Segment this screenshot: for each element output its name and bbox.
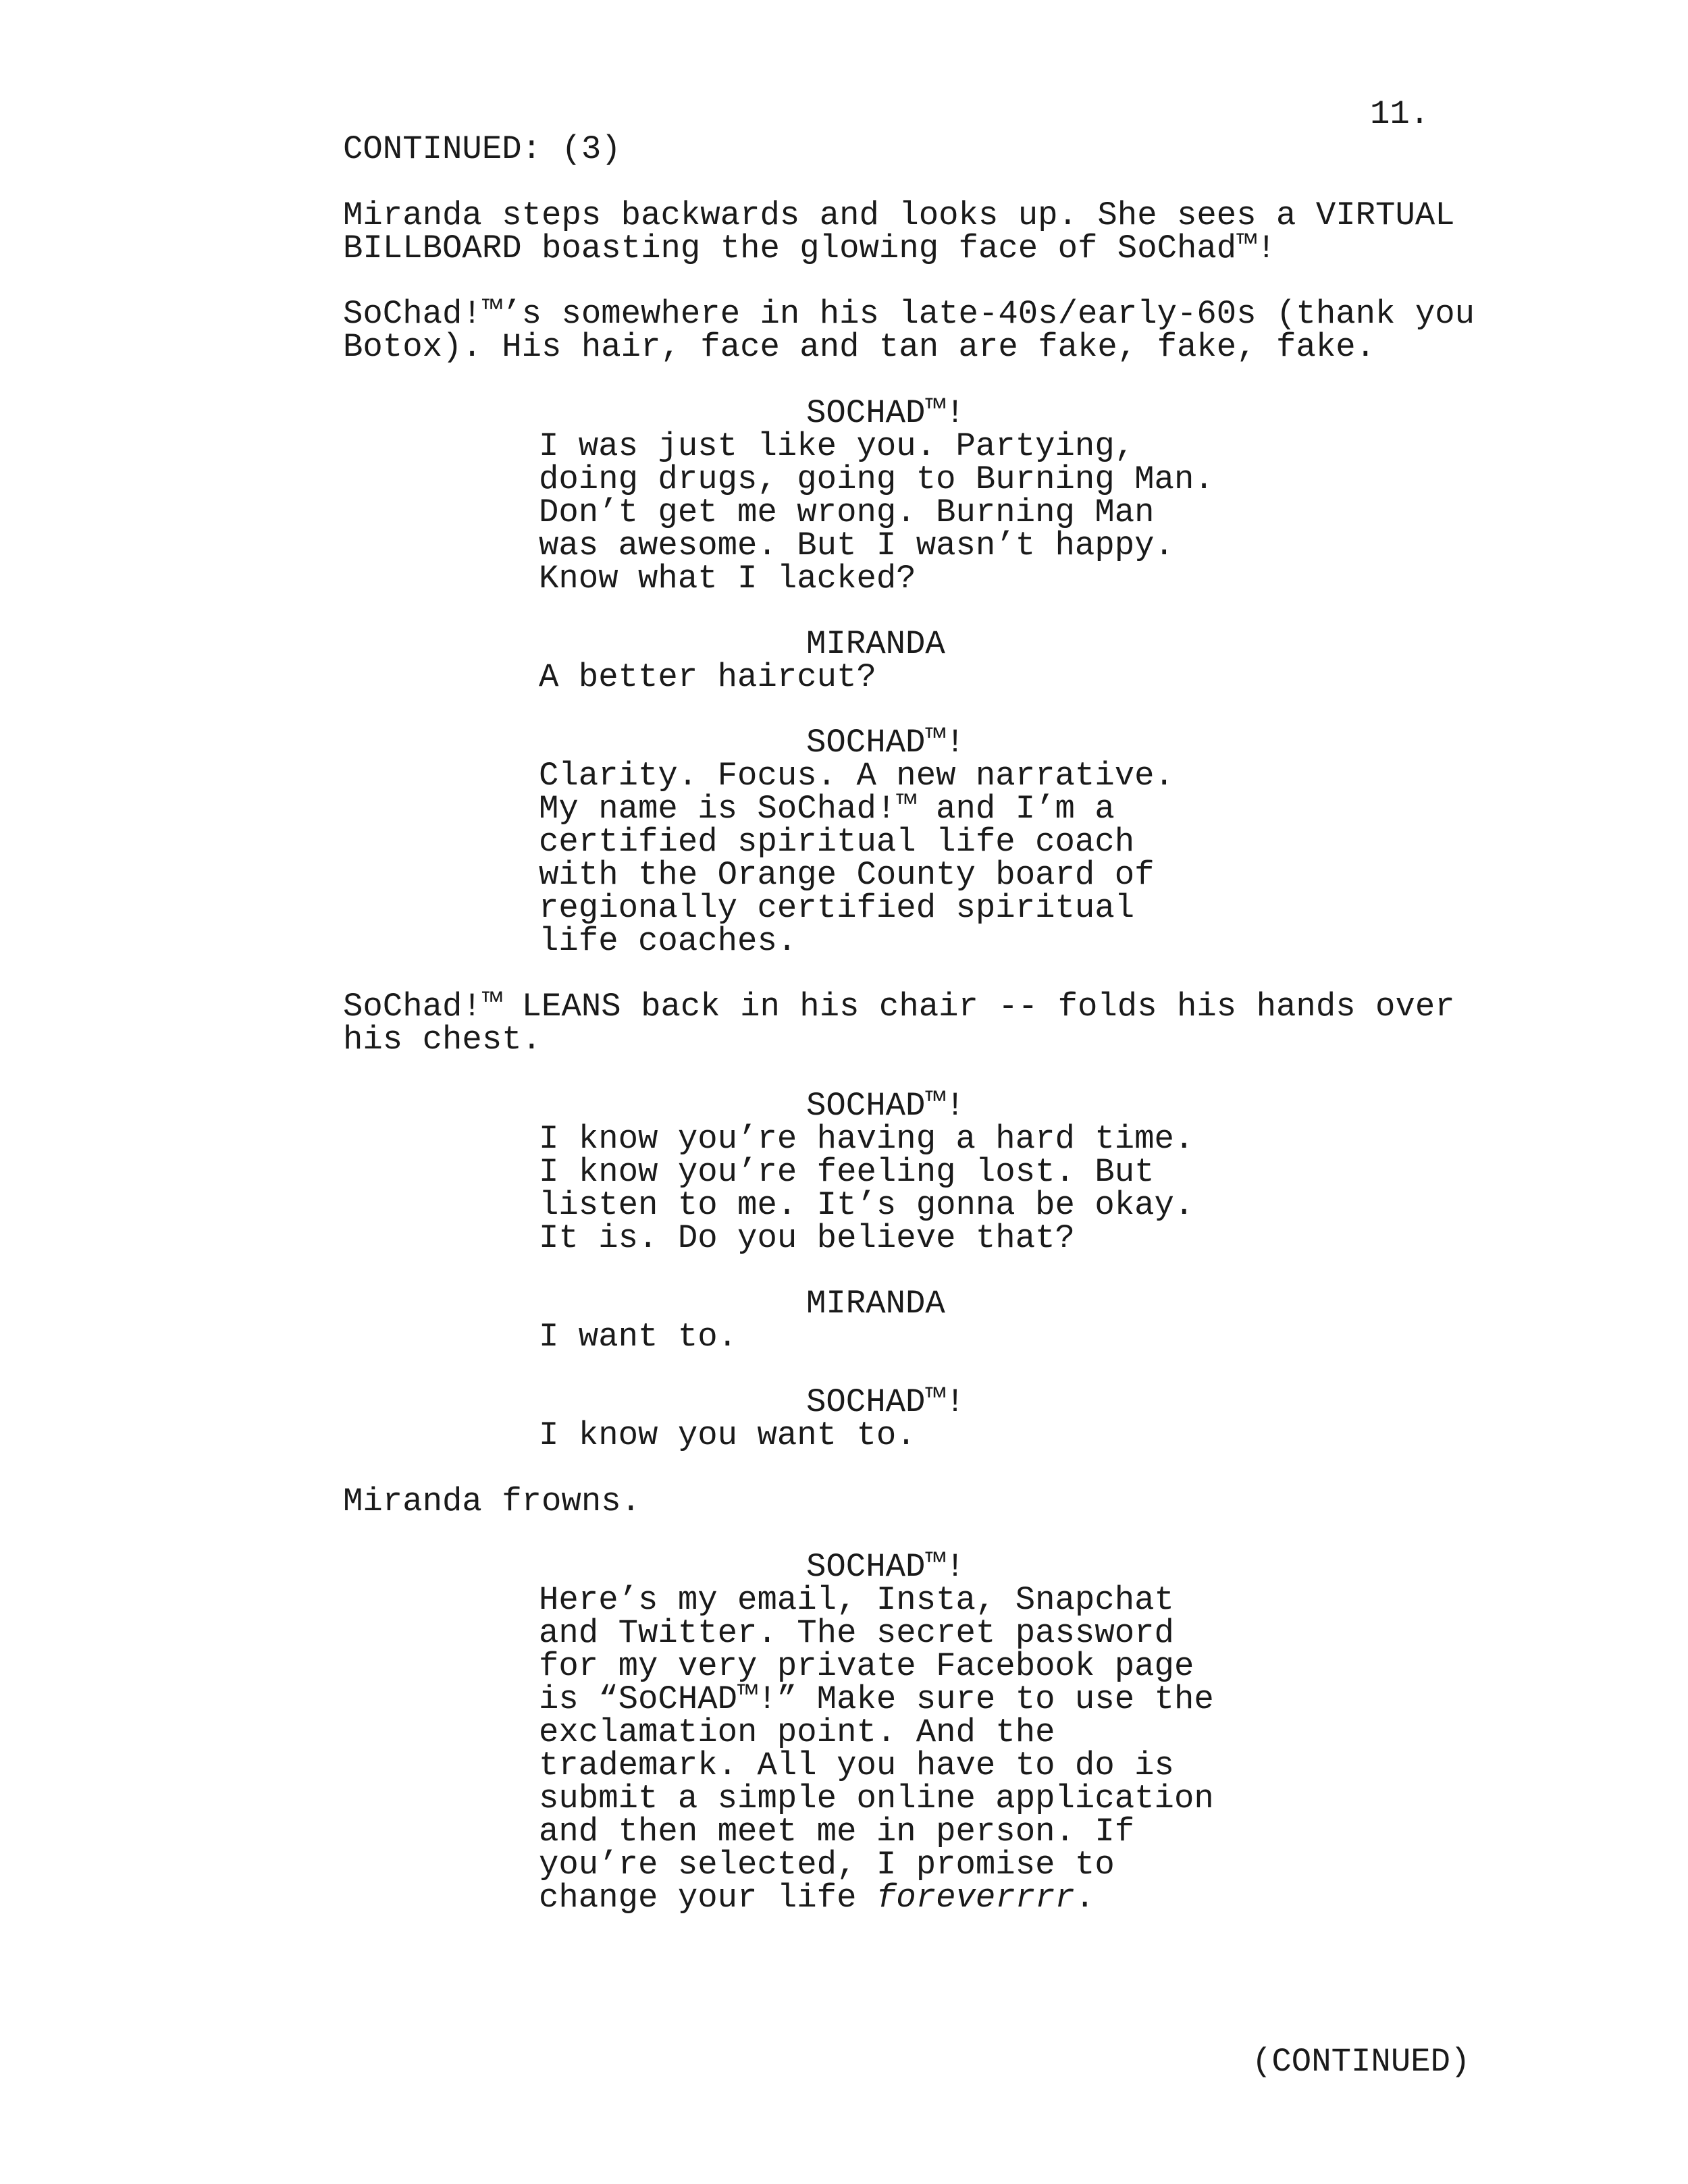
dialogue-line: with the Orange County board of: [539, 856, 1155, 894]
dialogue-line: trademark. All you have to do is: [539, 1747, 1174, 1784]
dialogue-line: I was just like you. Partying,: [539, 427, 1135, 465]
dialogue-line: Know what I lacked?: [539, 560, 916, 597]
dialogue-line: A better haircut?: [539, 658, 876, 696]
character-cue: MIRANDA: [806, 625, 945, 663]
dialogue-line: I want to.: [539, 1318, 738, 1356]
dialogue-text: .: [1074, 1879, 1095, 1917]
dialogue-line: Don’t get me wrong. Burning Man: [539, 494, 1155, 531]
emphasized-word: foreverrrr: [876, 1879, 1075, 1917]
dialogue-line: for my very private Facebook page: [539, 1647, 1194, 1685]
action-line: his chest.: [343, 1021, 542, 1059]
page-number: 11.: [1370, 95, 1430, 133]
dialogue-line: is “SoCHAD™!” Make sure to use the: [539, 1680, 1214, 1718]
action-line: Miranda frowns.: [343, 1483, 641, 1520]
dialogue-line: Clarity. Focus. A new narrative.: [539, 757, 1174, 795]
dialogue-line: you’re selected, I promise to: [539, 1846, 1115, 1884]
dialogue-line: doing drugs, going to Burning Man.: [539, 460, 1214, 498]
character-cue: SOCHAD™!: [806, 394, 966, 432]
continued-footer: (CONTINUED): [1252, 2043, 1471, 2081]
dialogue-line: life coaches.: [539, 922, 797, 960]
dialogue-line: I know you’re feeling lost. But: [539, 1153, 1155, 1191]
character-cue: SOCHAD™!: [806, 1383, 966, 1421]
character-cue: MIRANDA: [806, 1285, 945, 1323]
continued-header: CONTINUED: (3): [343, 130, 621, 168]
action-line: SoChad!™’s somewhere in his late-40s/early-60s (thank you: [343, 295, 1475, 333]
action-line: BILLBOARD boasting the glowing face of SoChad™!: [343, 230, 1277, 267]
action-line: SoChad!™ LEANS back in his chair -- folds his hands over: [343, 988, 1455, 1026]
dialogue-line: I know you’re having a hard time.: [539, 1120, 1194, 1158]
character-cue: SOCHAD™!: [806, 1087, 966, 1125]
dialogue-line: and Twitter. The secret password: [539, 1614, 1174, 1652]
character-cue: SOCHAD™!: [806, 724, 966, 762]
dialogue-line: I know you want to.: [539, 1416, 916, 1454]
dialogue-line: submit a simple online application: [539, 1780, 1214, 1817]
dialogue-line-last: [539, 1879, 1095, 1917]
dialogue-line: listen to me. It’s gonna be okay.: [539, 1186, 1194, 1224]
dialogue-line: My name is SoChad!™ and I’m a: [539, 790, 1115, 828]
dialogue-line: regionally certified spiritual: [539, 889, 1135, 927]
character-cue: SOCHAD™!: [806, 1548, 966, 1586]
dialogue-line: and then meet me in person. If: [539, 1813, 1135, 1850]
dialogue-line: Here’s my email, Insta, Snapchat: [539, 1581, 1174, 1619]
action-line: Miranda steps backwards and looks up. She sees a VIRTUAL: [343, 196, 1455, 234]
dialogue-line: exclamation point. And the: [539, 1713, 1055, 1751]
action-line: Botox). His hair, face and tan are fake, fake, fake.: [343, 328, 1376, 366]
dialogue-text: change your life: [539, 1879, 876, 1917]
dialogue-line: was awesome. But I wasn’t happy.: [539, 527, 1174, 564]
dialogue-line: It is. Do you believe that?: [539, 1219, 1075, 1257]
dialogue-line: certified spiritual life coach: [539, 823, 1135, 861]
